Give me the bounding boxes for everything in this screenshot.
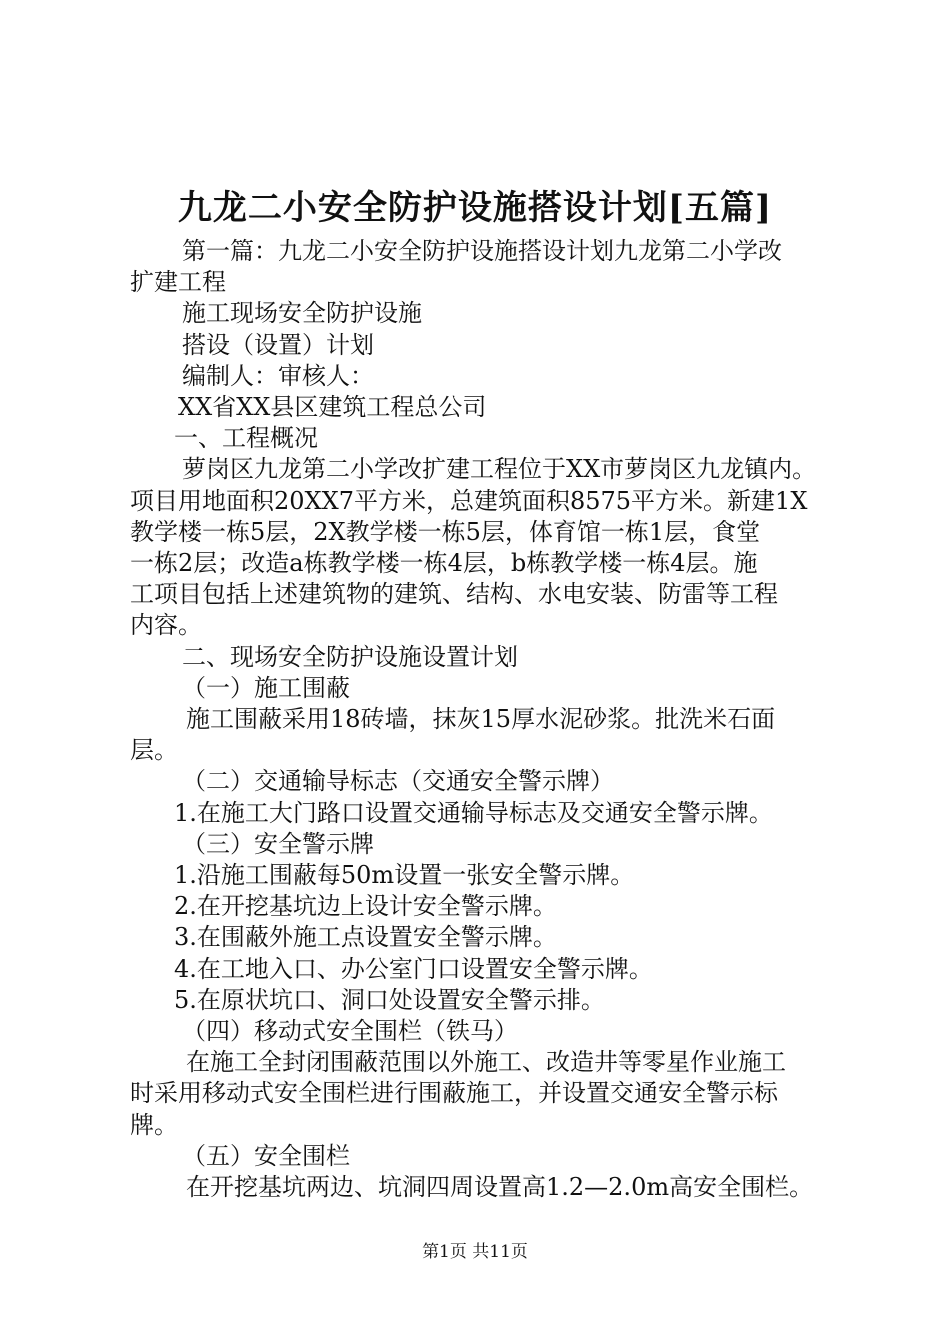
text-line: （五）安全围栏 (182, 1141, 350, 1170)
text-line: 二、现场安全防护设施设置计划 (182, 642, 518, 671)
text-line: 工项目包括上述建筑物的建筑、结构、水电安装、防雷等工程 (130, 580, 778, 609)
text-line: 在开挖基坑两边、坑洞四周设置高1.2—2.0m高安全围栏。 (186, 1173, 814, 1202)
text-line: 1.在施工大门路口设置交通输导标志及交通安全警示牌。 (174, 798, 773, 827)
text-line: 教学楼一栋5层，2X教学楼一栋5层，体育馆一栋1层，食堂 (130, 517, 761, 546)
document-body (130, 236, 830, 1203)
text-line: 编制人：审核人： (182, 361, 374, 390)
text-line: 项目用地面积20XX7平方米，总建筑面积8575平方米。新建1X (130, 486, 808, 515)
text-line: 3.在围蔽外施工点设置安全警示牌。 (174, 923, 557, 952)
text-line: 4.在工地入口、办公室门口设置安全警示牌。 (174, 954, 653, 983)
text-line: 施工现场安全防护设施 (182, 299, 422, 328)
text-line: 内容。 (130, 611, 202, 640)
text-line: （四）移动式安全围栏（铁马） (182, 1017, 518, 1046)
text-line: 5.在原状坑口、洞口处设置安全警示排。 (174, 985, 605, 1014)
text-line: 扩建工程 (130, 268, 226, 297)
text-line: XX省XX县区建筑工程总公司 (178, 393, 487, 422)
text-line: （二）交通输导标志（交通安全警示牌） (182, 767, 614, 796)
text-line: （一）施工围蔽 (182, 673, 350, 702)
text-line: 搭设（设置）计划 (182, 330, 374, 359)
text-line: （三）安全警示牌 (182, 829, 374, 858)
text-line: 1.沿施工围蔽每50m设置一张安全警示牌。 (174, 861, 635, 890)
text-line: 第一篇：九龙二小安全防护设施搭设计划九龙第二小学改 (182, 237, 782, 265)
document-title: 九龙二小安全防护设施搭设计划[五篇] (177, 188, 773, 228)
page-number-footer: 第1页 共11页 (422, 1242, 528, 1262)
text-line: 层。 (130, 736, 178, 765)
text-line: 施工围蔽采用18砖墙，抹灰15厚水泥砂浆。批洗米石面 (186, 705, 776, 734)
text-line: 一、工程概况 (174, 424, 318, 453)
text-line: 一栋2层；改造a栋教学楼一栋4层，b栋教学楼一栋4层。施 (130, 549, 758, 578)
text-line: 在施工全封闭围蔽范围以外施工、改造井等零星作业施工 (186, 1048, 786, 1077)
text-line: 2.在开挖基坑边上设计安全警示牌。 (174, 892, 557, 921)
text-line: 萝岗区九龙第二小学改扩建工程位于XX市萝岗区九龙镇内。 (182, 455, 817, 484)
text-line: 时采用移动式安全围栏进行围蔽施工，并设置交通安全警示标 (130, 1079, 778, 1108)
text-line: 牌。 (130, 1110, 178, 1139)
